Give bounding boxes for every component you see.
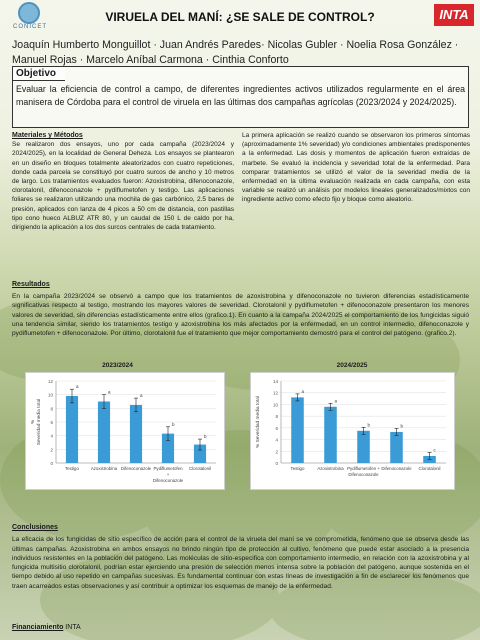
authors — [12, 38, 472, 68]
materiales-section — [12, 131, 234, 232]
y-tick-label: 8 — [275, 414, 278, 420]
chart-1-svg — [26, 373, 224, 489]
bar — [390, 432, 403, 463]
significance-letter: a — [301, 388, 305, 394]
authors-line-2: Manuel Rojas · Marcelo Aníbal Carmona · Cinthia Conforto — [12, 54, 289, 66]
significance-letter: b — [400, 423, 404, 429]
x-tick-label: Azoxistrobina — [317, 466, 344, 471]
materiales-title: Materiales y Métodos — [12, 132, 83, 139]
x-tick-label: Azoxistrobina — [90, 466, 118, 471]
conicet-logo-text: CONICET — [13, 24, 47, 30]
y-tick-label: 12 — [272, 390, 278, 396]
poster-title: VIRUELA DEL MANÍ: ¿SE SALE DE CONTROL? — [105, 10, 375, 24]
authors-line-1: Joaquín Humberto Monguillot · Juan Andrés Paredes· Nicolas Gubler · Noelia Rosa González · — [12, 39, 459, 51]
x-tick-sublabel: + — [166, 472, 170, 477]
x-tick-label: Pydiflumetofen + — [347, 466, 380, 471]
x-tick-label: Difenoconazole — [120, 466, 152, 471]
x-tick-label: Clorotalonil — [189, 466, 211, 471]
objetivo-text: Evaluar la eficiencia de control a campo, de diferentes ingredientes activos utilizados regularmente en el área manisera de Córdoba para el control de viruela en las últimas dos campañas agrícolas (2023/2024 y 2024/2025). — [16, 84, 465, 107]
y-axis-label: % — [31, 419, 36, 425]
materiales-section-2 — [242, 131, 470, 205]
x-tick-label: Pydiflumetofen — [153, 466, 183, 471]
x-tick-sublabel: Difenoconazole — [348, 472, 379, 477]
conclusiones-section — [12, 523, 469, 591]
significance-letter: a — [334, 398, 338, 404]
y-axis-label: Severidad media total — [37, 398, 42, 446]
chart-2-svg — [251, 373, 454, 489]
x-tick-sublabel-extra: Difenoconazole — [152, 478, 184, 483]
y-tick-label: 4 — [275, 437, 278, 443]
chart-2-title: 2024/2025 — [336, 362, 368, 369]
conclusiones-title: Conclusiones — [12, 524, 58, 531]
y-tick-label: 4 — [50, 433, 53, 439]
chart-2 — [250, 372, 455, 490]
y-axis-label: % Severidad media total — [256, 396, 261, 448]
y-tick-label: 14 — [272, 379, 278, 384]
bar — [324, 407, 337, 463]
y-tick-label: 12 — [47, 379, 53, 384]
conclusiones-text: La eficacia de los fungicidas de sitio específico de acción para el control de la viruela del maní se ve comprometida, fenómeno que se observa desde las últimas campañas. Azoxistrobina en ambos ensayos no brindo ningún tipo de protección al cultivo, fenómeno que puede estar asociado a la presencia individuos resistentes en la población del patógeno. Las moléculas de sitio-especifica con comportamiento intermedio, en relación con la azoxistrobina y al fungicida multisitio clorotalonil, podrían estar ejerciendo una presión de selección menos intensa sobre la población del patógeno, aunque sostenida en el tiempo debido al uso repetido en campañas sucesivas. Es fundamental continuar con estas líneas de investigación a fin de esclarecer los fenómenos que traen acarreados estas observaciones y así contribuir a optimizar los esquemas de manejo de la enfermedad. — [12, 536, 469, 590]
y-tick-label: 10 — [47, 392, 53, 398]
objetivo-box — [12, 66, 469, 128]
resultados-title: Resultados — [12, 281, 50, 288]
resultados-section — [12, 280, 469, 338]
financiamiento-value: INTA — [65, 624, 81, 631]
financiamiento-label: Financiamiento — [12, 624, 64, 631]
significance-letter: a — [108, 389, 111, 395]
bar — [66, 396, 78, 463]
y-tick-label: 10 — [272, 402, 278, 408]
y-tick-label: 0 — [275, 461, 278, 466]
x-tick-label: Clorotalonil — [418, 466, 441, 471]
x-tick-label: Difenoconazole — [381, 466, 412, 471]
bar — [357, 431, 370, 463]
y-tick-label: 2 — [275, 449, 278, 455]
poster-header — [0, 0, 480, 32]
chart-1 — [25, 372, 225, 490]
y-tick-label: 2 — [50, 447, 53, 453]
bar — [291, 397, 304, 463]
y-tick-label: 0 — [50, 461, 53, 466]
financiamiento — [12, 624, 81, 631]
significance-letter: b — [172, 421, 175, 427]
significance-letter: a — [76, 384, 79, 390]
significance-letter: b — [367, 422, 371, 428]
inta-logo: INTA — [434, 4, 474, 26]
materiales-text: Se realizaron dos ensayos, uno por cada campaña (2023/2024 y 2024/2025), en la localidad de General Deheza. Los ensayos se plantearon en un diseño en bloques totalmente aleatorizados con cuatro repeticiones, donde cada parcela se constituyó por cuatro surcos de ancho y 10 metros de largo. Los tratamientos evaluados fueron: Azoxistrobina, difenoconazole, clorotalonil, difenoconazole + pydiflumetofen y testigo. Las aplicaciones foliares se realizaron utilizando una mochila de gas carbónico, 2.5 bares de presión, aplicados con lanza de 4 picos a 50 cm de distancia, con pastillas tipo cono hueco ALBUZ ATR 80, y un caudal de 150 L de caldo por ha, dirigiendo la aplicación a los dos surcos centrales de cada tratamiento. — [12, 141, 234, 232]
x-tick-label: Testigo — [290, 466, 305, 471]
resultados-text: En la campaña 2023/2024 se observó a campo que los tratamientos de azoxistrobina y difenoconazole no tuvieron diferencias estadísticamente significativas respecto al testigo, mostrando los mayores valores de severidad. Clorotalonil y pydiflumetofen + difenoconazole presentaron los menores valores de severidad, sin diferencias estadísticamente entre ellos (grafico.1). En cuanto a la campaña 2024/2025 el comportamiento de los fungicidas siguió una tendencia similar, siendo los tratamientos testigo y azoxistrobina los más afectados por la enfermedad, en un control intermedio, difenoconazole y pydiflumetofen + difenoconazole. Por último, clorotalonil fue el tratamiento que mejor comportamiento demostró para el control del patógeno. (grafico.2). — [12, 293, 469, 338]
bar — [98, 402, 110, 464]
significance-letter: c — [433, 447, 436, 453]
objetivo-title: Objetivo — [13, 67, 65, 81]
y-tick-label: 6 — [275, 425, 278, 431]
significance-letter: b — [204, 434, 207, 440]
bar — [130, 405, 142, 463]
x-tick-label: Testigo — [65, 466, 79, 471]
significance-letter: a — [140, 393, 143, 399]
y-tick-label: 6 — [50, 420, 53, 425]
materiales-text-2: La primera aplicación se realizó cuando se observaron los primeros síntomas (aproximadamente 1% severidad) y/o condiciones ambientales predisponentes a la enfermedad. Las dosis y momentos de aplicación fueron extraídas de marbete. Se evaluó la incidencia y severidad total de la enfermedad. Para comparar tratamientos se utilizó el valor de la severidad media de la enfermedad en la última evaluación realizada en cada campaña, con esta variable se realizó un análisis por modelos lineales generalizados/mixtos con ingrediente activo como efecto fijo y bloque como aleatorio. — [242, 132, 470, 204]
y-tick-label: 8 — [50, 406, 53, 412]
chart-1-title: 2023/2024 — [102, 362, 133, 369]
